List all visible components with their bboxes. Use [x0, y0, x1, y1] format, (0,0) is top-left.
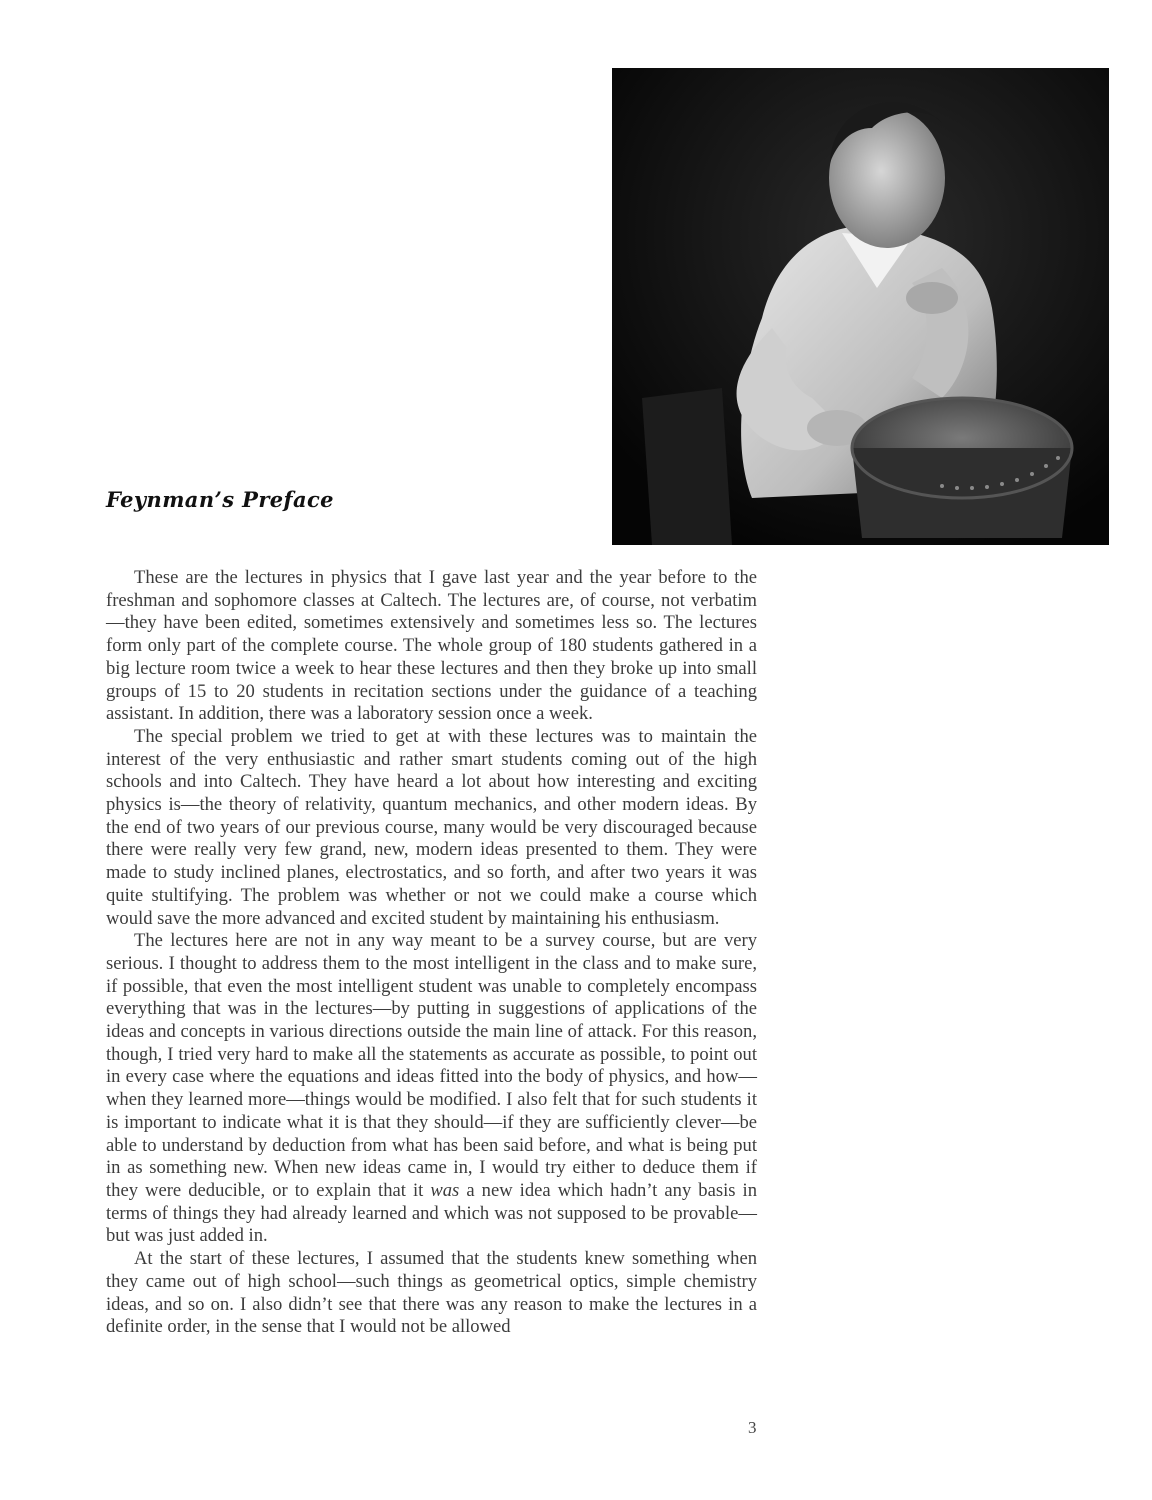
body-text	[106, 567, 757, 1339]
paragraph-text: These are the lectures in physics that I gave last year and the year before to the freshman and sophomore classes at Caltech. The lectures are, of course, not verbatim—they have been edited, sometimes extensively and sometimes less so. The lectures form only part of the complete course. The whole group of 180 students gathered in a big lecture room twice a week to hear these lectures and then they broke up into small groups of 15 to 20 students in recitation sections under the guidance of a teaching assistant. In addition, there was a laboratory session once a week.	[106, 567, 757, 725]
paragraph	[106, 930, 757, 1248]
paragraph	[106, 726, 757, 930]
paragraph-text: The lectures here are not in any way meant to be a survey course, but are very serious. I thought to address them to the most intelligent in the class and to make sure, if possible, that even the most intelligent student was unable to completely encompass everything that was in the lectures—by putting in suggestions of applications of the ideas and concepts in various directions outside the main line of attack. For this reason, though, I tried very hard to make all the statements as accurate as possible, to point out in every case where the equations and ideas fitted into the body of physics, and how—when they learned more—things would be modified. I also felt that for such students it is important to indicate what it is that they should—if they are sufficiently clever—be able to understand by deduction from what has been said before, and what is being put in as something new. When new ideas came in, I would try either to deduce them if they were deducible, or to explain that it	[106, 930, 757, 1201]
page-title: Feynman’s Preface	[106, 487, 334, 512]
paragraph-text: The special problem we tried to get at with these lectures was to maintain the interest of the very enthusiastic and rather smart students coming out of the high schools and into Caltech. They have heard a lot about how interesting and exciting physics is—the theory of relativity, quantum mechanics, and other modern ideas. By the end of two years of our previous course, many would be very discouraged because there were really very few grand, new, modern ideas presented to them. They were made to study inclined planes, electrostatics, and so forth, and after two years it was quite stultifying. The problem was whether or not we could make a course which would save the more advanced and excited student by maintaining his enthusiasm.	[106, 725, 757, 929]
portrait-illustration	[612, 68, 1109, 545]
emphasized-word: was	[430, 1179, 460, 1201]
paragraph-text: At the start of these lectures, I assumed that the students knew something when they came out of high school—such things as geometrical optics, simple chemistry ideas, and so on. I also didn’t see that there was any reason to make the lectures in a definite order, in the sense that I would not be allowed	[106, 1248, 757, 1338]
page-number: 3	[748, 1418, 757, 1437]
portrait-photo	[612, 68, 1109, 545]
paragraph	[106, 567, 757, 726]
paragraph	[106, 1248, 757, 1339]
paragraph-text-continued: a new idea which hadn’t any basis in terms of things they had already learned and which was not supposed to be provable—but was just added in.	[106, 1179, 757, 1247]
